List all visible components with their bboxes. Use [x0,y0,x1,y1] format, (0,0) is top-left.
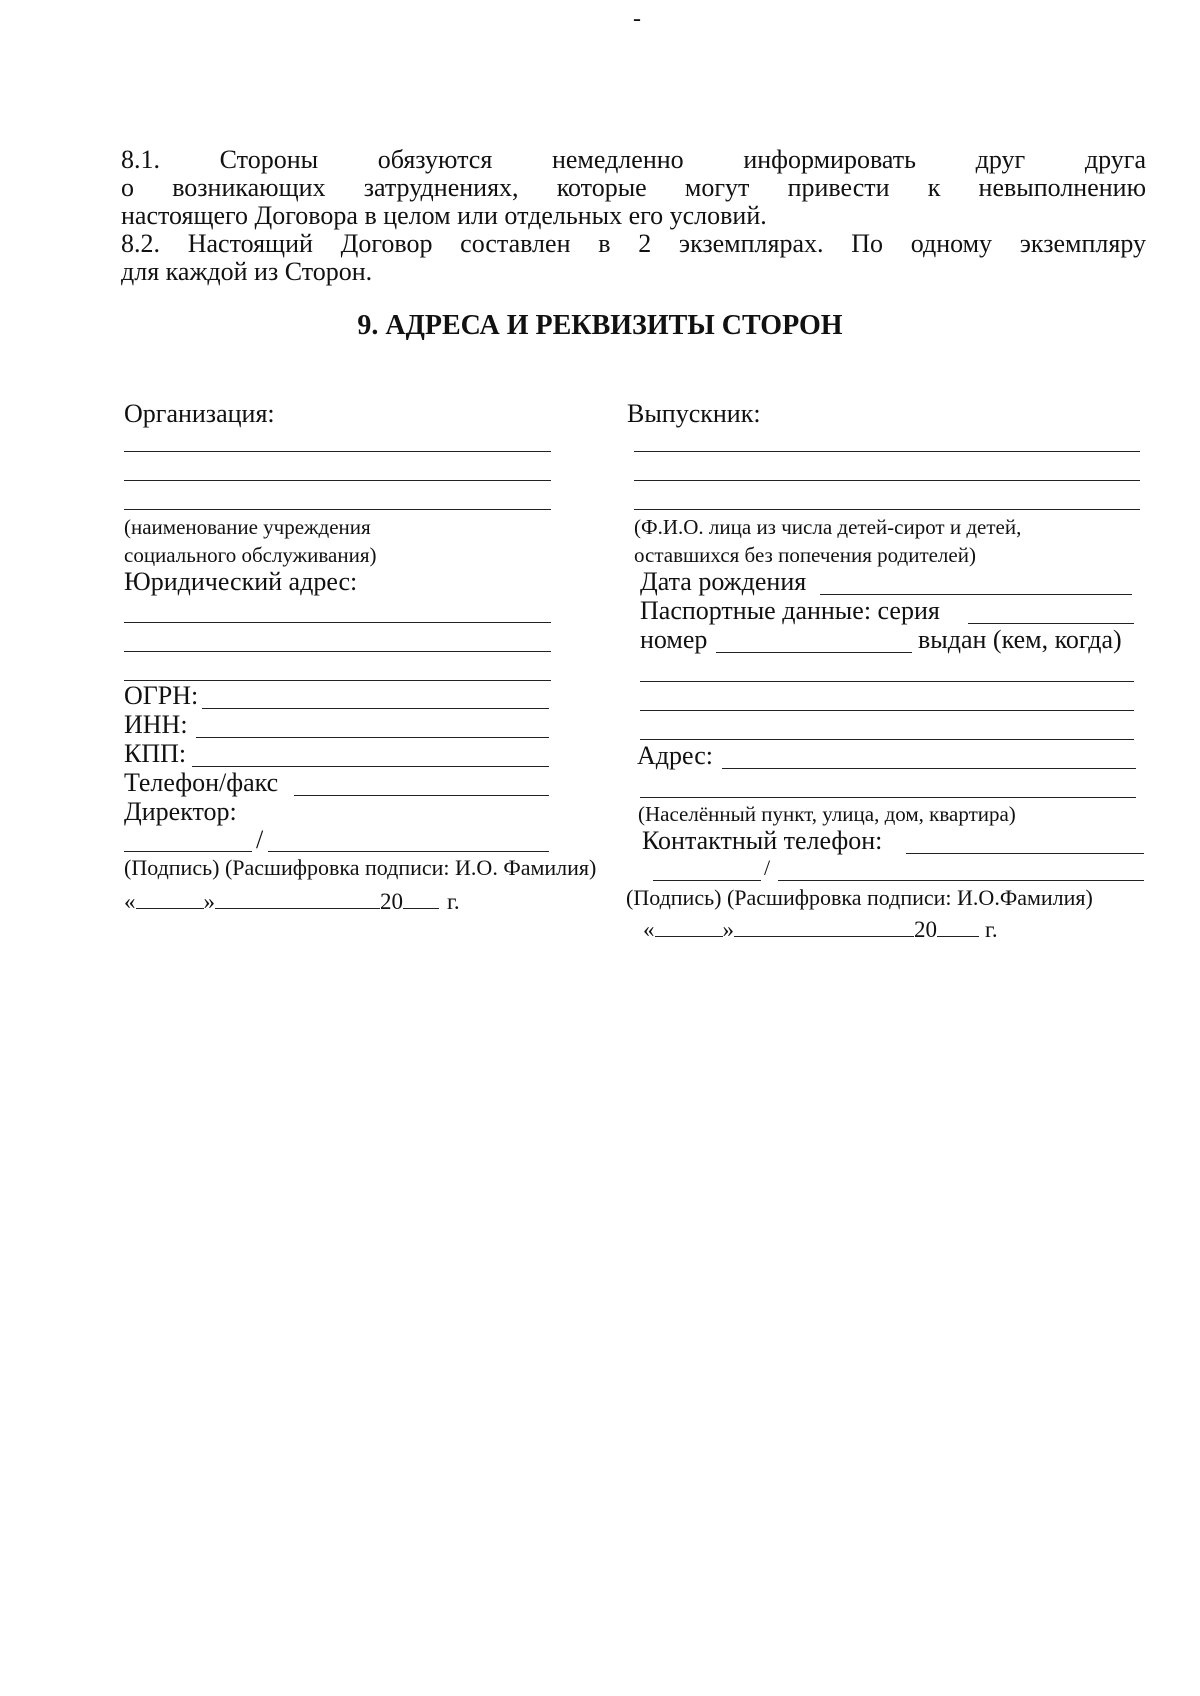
graduate-address-label: Адрес: [637,741,713,770]
passport-number-field[interactable] [716,652,912,653]
ogrn-label: ОГРН: [124,681,199,710]
clause-8-1-line-3: настоящего Договора в целом или отдельных его условий. [121,201,767,230]
graduate-address-line-2[interactable] [640,797,1136,798]
organization-name-caption-2: социального обслуживания) [124,543,377,567]
organization-name-line-2[interactable] [124,480,551,481]
contact-phone-label: Контактный телефон: [642,826,883,855]
passport-label: Паспортные данные: серия [640,596,940,625]
graduate-date-year-field[interactable] [937,914,979,937]
birth-date-field[interactable] [820,594,1132,595]
graduate-name-line-1[interactable] [634,451,1140,452]
date-open-quote: « [643,917,655,942]
organization-name-line-1[interactable] [124,451,551,452]
graduate-name-line-3[interactable] [634,509,1140,510]
passport-number-label: номер [640,625,708,654]
director-label: Директор: [124,797,237,826]
graduate-name-caption-2: оставшихся без попечения родителей) [634,543,976,567]
birth-date-label: Дата рождения [640,567,807,596]
director-name-field[interactable] [268,851,549,852]
graduate-date-month-field[interactable] [734,914,914,937]
organization-title: Организация: [124,399,275,428]
director-slash: / [256,825,264,854]
graduate-date-year: 20 [914,917,937,942]
inn-label: ИНН: [124,710,188,739]
graduate-name-line-2[interactable] [634,480,1140,481]
graduate-signature-caption: (Подпись) (Расшифровка подписи: И.О.Фамилия) [626,885,1093,910]
graduate-address-field[interactable] [722,768,1136,769]
passport-issued-line-2[interactable] [640,710,1134,711]
phone-fax-field[interactable] [294,795,549,796]
ogrn-field[interactable] [202,708,549,709]
kpp-field[interactable] [192,766,549,767]
top-mark: - [633,6,641,32]
organization-date-suffix: г. [447,889,460,914]
clause-8-1-line-1: 8.1. Стороны обязуются немедленно информировать друг друга [121,145,1146,174]
inn-field[interactable] [196,737,549,738]
date-close-quote: » [722,917,734,942]
passport-series-field[interactable] [968,623,1134,624]
kpp-label: КПП: [124,739,187,768]
graduate-title: Выпускник: [627,399,761,428]
director-signature-field[interactable] [124,851,252,852]
graduate-signature-field[interactable] [653,880,761,881]
date-close-quote: » [203,889,215,914]
legal-address-label: Юридический адрес: [124,567,358,596]
graduate-slash: / [764,855,771,880]
passport-issued-line-1[interactable] [640,681,1134,682]
clause-8-1-line-2: о возникающих затруднениях, которые могут привести к невыполнению [121,173,1146,202]
section-heading: 9. АДРЕСА И РЕКВИЗИТЫ СТОРОН [357,310,843,341]
contact-phone-field[interactable] [906,853,1144,854]
graduate-date [643,914,998,942]
organization-signature-caption: (Подпись) (Расшифровка подписи: И.О. Фамилия) [124,855,597,880]
organization-date-day-field[interactable] [136,886,204,909]
graduate-name-caption-1: (Ф.И.О. лица из числа детей-сирот и детей, [634,515,1022,539]
clause-8-2-line-2: для каждой из Сторон. [121,257,373,286]
passport-issued-line-3[interactable] [640,739,1134,740]
organization-name-caption-1: (наименование учреждения [124,515,371,539]
organization-date-year-field[interactable] [403,886,439,909]
organization-date-month-field[interactable] [215,886,380,909]
graduate-address-caption: (Населённый пункт, улица, дом, квартира) [638,802,1016,826]
date-open-quote: « [124,889,136,914]
organization-name-line-3[interactable] [124,509,551,510]
legal-address-line-1[interactable] [124,622,551,623]
organization-date [124,886,460,914]
passport-issued-label: выдан (кем, когда) [918,625,1122,654]
graduate-name-field[interactable] [778,880,1144,881]
legal-address-line-2[interactable] [124,651,551,652]
organization-date-year: 20 [380,889,403,914]
clause-8-2-line-1: 8.2. Настоящий Договор составлен в 2 экземплярах. По одному экземпляру [121,229,1146,258]
graduate-date-suffix: г. [985,917,998,942]
phone-fax-label: Телефон/факс [124,768,279,797]
graduate-date-day-field[interactable] [655,914,723,937]
